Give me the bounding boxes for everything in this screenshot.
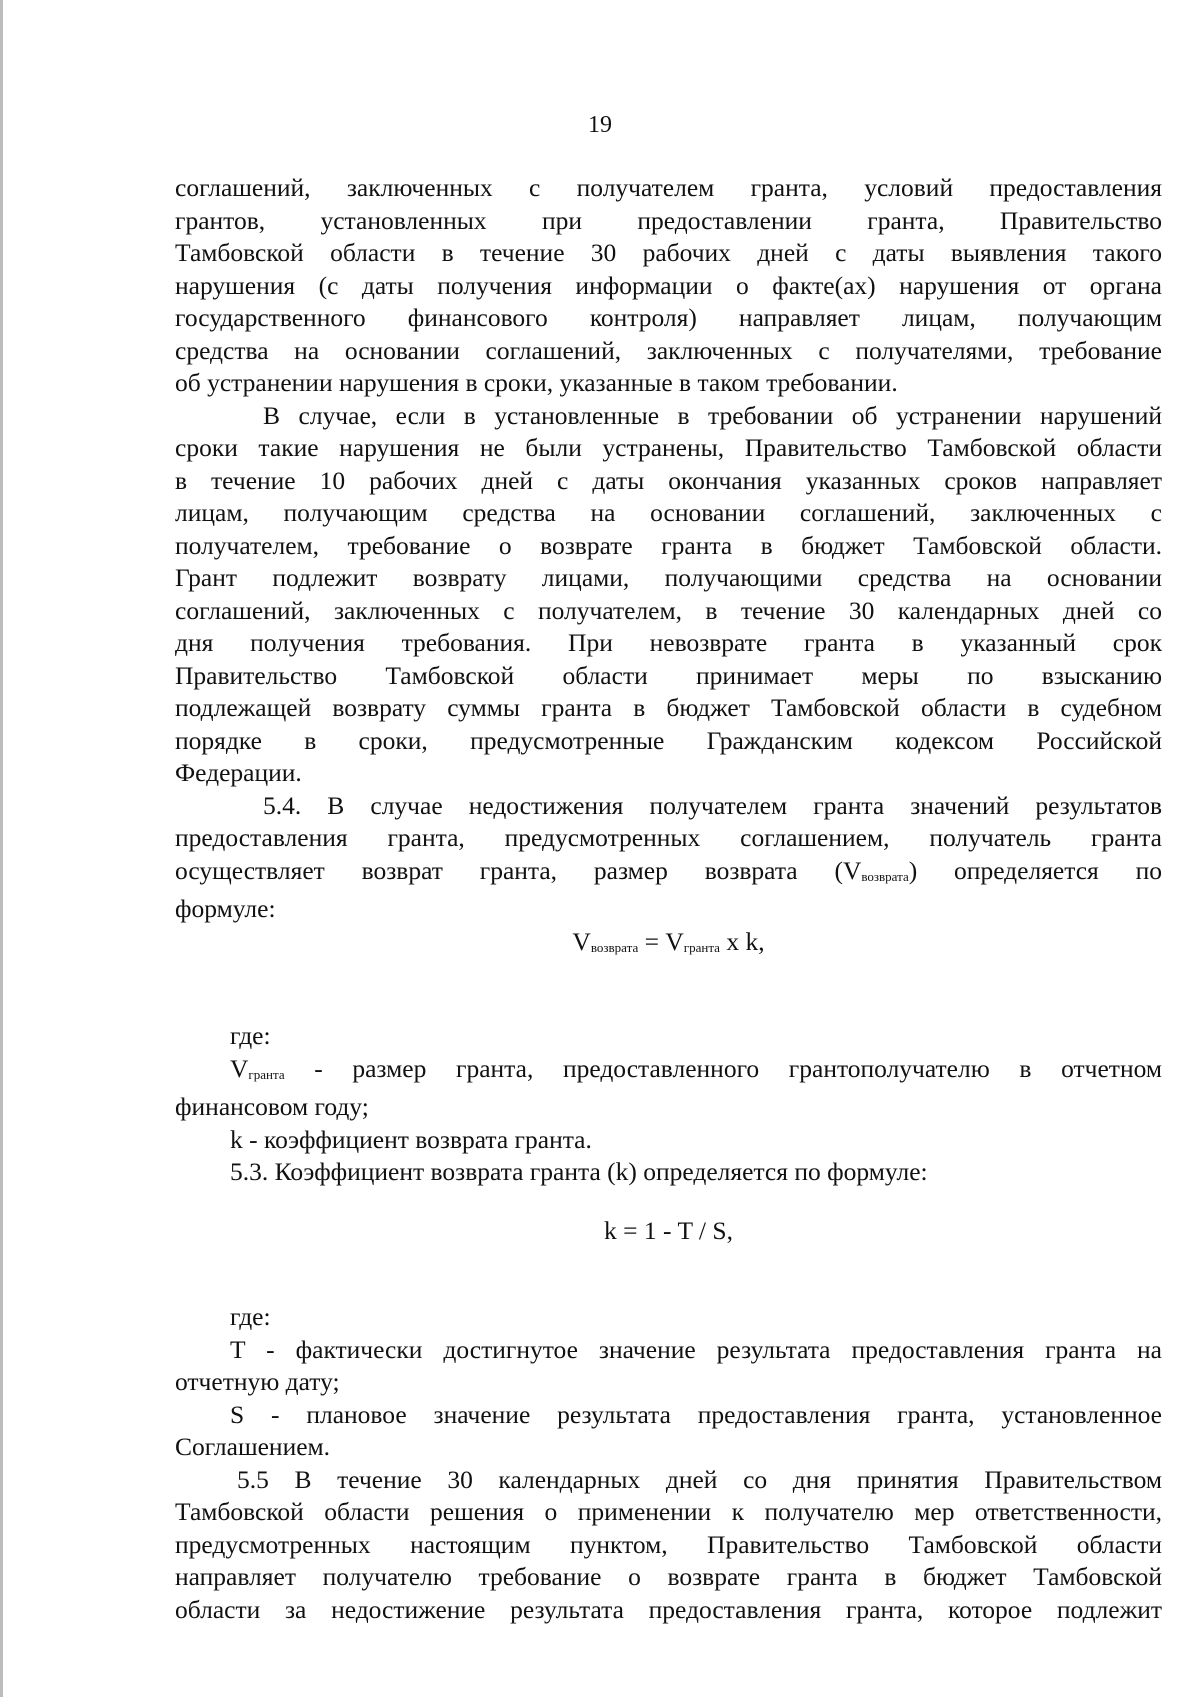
text-line: лицам, получающим средства на основании соглашений, заключенных с <box>175 498 1162 527</box>
text-line: Тамбовской области решения о применении к получателю мер ответственности, <box>175 1497 1162 1526</box>
text-line: соглашений, заключенных с получателем, в течение 30 календарных дней со <box>175 595 1162 625</box>
text-line: Тамбовской области в течение 30 рабочих дней с даты выявления такого <box>175 238 1162 267</box>
formula-return-amount: $V_{возврата} = V_{гранта}$ x k, <box>572 926 765 956</box>
text-line: нарушения (с даты получения информации о факте(ах) нарушения от органа <box>175 270 1162 300</box>
text-line: предоставления гранта, предусмотренных соглашением, получатель гранта <box>175 823 1162 852</box>
text-line: S - плановое значение результата предоставления гранта, установленное <box>230 1399 1162 1429</box>
text-line: 5.3. Коэффициент возврата гранта (k) определяется по формуле: <box>230 1157 928 1186</box>
text-line: 5.4. В случае недостижения получателем гранта значений результатов <box>263 790 1162 820</box>
text-line: об устранении нарушения в сроки, указанные в таком требовании. <box>175 368 898 397</box>
text-line: Правительство Тамбовской области принимает меры по взысканию <box>175 660 1162 690</box>
text-line: средства на основании соглашений, заключенных с получателями, требование <box>175 335 1162 365</box>
scan-edge <box>0 0 3 1697</box>
text-line: Федерации. <box>175 758 302 787</box>
text-line: где: <box>230 1302 271 1331</box>
text-line: подлежащей возврату суммы гранта в бюджет Тамбовской области в судебном <box>175 693 1162 722</box>
spacer <box>175 1247 1162 1301</box>
formula-coefficient: k = 1 - T / S, <box>604 1215 733 1245</box>
text-line: области за недостижение результата предоставления гранта, которое подлежит <box>175 1594 1162 1624</box>
text-line: T - фактически достигнутое значение результата предоставления гранта на <box>230 1334 1162 1364</box>
text-line: дня получения требования. При невозврате гранта в указанный срок <box>175 628 1162 657</box>
text-line: k - коэффициент возврата гранта. <box>230 1124 592 1154</box>
text-line: соглашений, заключенных с получателем гранта, условий предоставления <box>175 173 1162 202</box>
text-line: 5.5 В течение 30 календарных дней со дня принятия Правительством <box>237 1464 1162 1494</box>
text-line: где: <box>230 1021 271 1050</box>
text-line: финансовом году; <box>175 1092 369 1121</box>
text-line: получателем, требование о возврате гранта в бюджет Тамбовской области. <box>175 530 1162 560</box>
text-line: предусмотренных настоящим пунктом, Правительство Тамбовской области <box>175 1529 1162 1559</box>
text-line: грантов, установленных при предоставлении гранта, Правительство <box>175 205 1162 235</box>
text-line: формуле: <box>175 894 276 923</box>
spacer <box>175 964 1162 1020</box>
text-line: сроки такие нарушения не были устранены, Правительство Тамбовской области <box>175 433 1162 462</box>
text-line: государственного финансового контроля) направляет лицам, получающим <box>175 303 1162 332</box>
text-line: Соглашением. <box>175 1432 331 1461</box>
text-line: отчетную дату; <box>175 1367 340 1396</box>
text-line: $V_{гранта}$ - размер гранта, предоставленного грантополучателю в отчетном <box>230 1053 1162 1083</box>
text-line: направляет получателю требование о возврате гранта в бюджет Тамбовской <box>175 1562 1162 1591</box>
document-body <box>175 172 1162 1626</box>
page-number: 19 <box>588 112 612 138</box>
text-line: осуществляет возврат гранта, размер возврата $(V_{возврата})$ определяется по <box>175 855 1162 885</box>
text-line: в течение 10 рабочих дней с даты окончания указанных сроков направляет <box>175 465 1162 495</box>
text-line: В случае, если в установленные в требовании об устранении нарушений <box>263 400 1162 430</box>
text-line: Грант подлежит возврату лицами, получающими средства на основании <box>175 563 1162 592</box>
text-line: порядке в сроки, предусмотренные Гражданским кодексом Российской <box>175 725 1162 755</box>
